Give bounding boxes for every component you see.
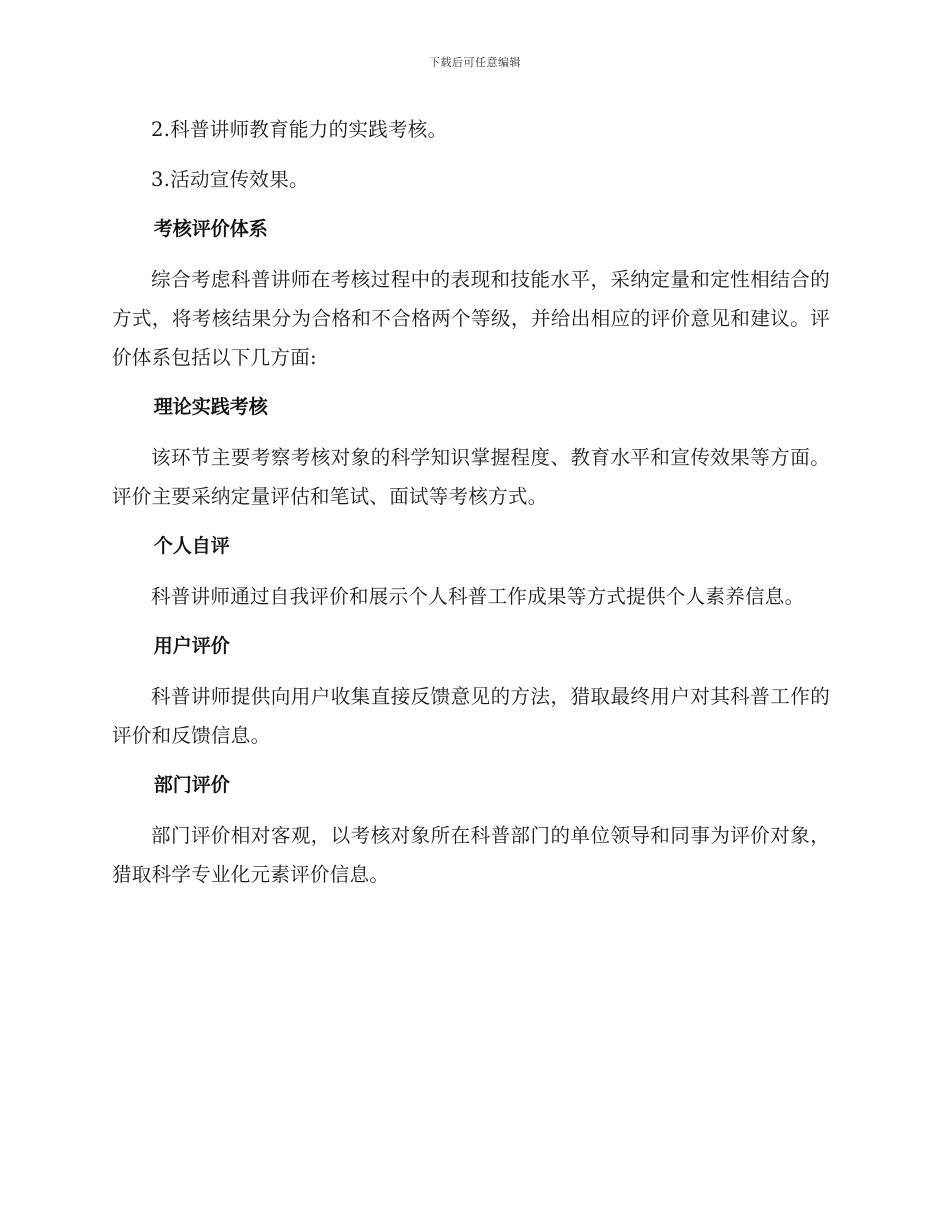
page-header-note: 下载后可任意编辑 [429,56,521,69]
document-body [112,110,830,905]
paragraph-evaluation-system: 综合考虑科普讲师在考核过程中的表现和技能水平，采纳定量和定性相结合的方式，将考核结果分为合格和不合格两个等级，并给出相应的评价意见和建议。评价体系包括以下几方面: [112,268,830,369]
heading-self-review: 个人自评 [153,535,230,557]
heading-evaluation-system: 考核评价体系 [153,218,268,240]
paragraph-self-review: 科普讲师通过自我评价和展示个人科普工作成果等方式提供个人素养信息。 [151,585,805,608]
heading-user-review: 用户评价 [153,635,230,657]
paragraph-user-review: 科普讲师提供向用户收集直接反馈意见的方法，猎取最终用户对其科普工作的评价和反馈信息。 [112,685,830,747]
list-item-3: 3.活动宣传效果。 [151,168,309,191]
heading-theory-practice: 理论实践考核 [153,396,268,418]
paragraph-theory-practice: 该环节主要考察考核对象的科学知识掌握程度、教育水平和宣传效果等方面。评价主要采纳定量评估和笔试、面试等考核方式。 [112,446,830,508]
heading-dept-review: 部门评价 [153,774,230,796]
paragraph-dept-review: 部门评价相对客观，以考核对象所在科普部门的单位领导和同事为评价对象，猎取科学专业化元素评价信息。 [112,824,830,886]
list-item-2: 2.科普讲师教育能力的实践考核。 [151,118,448,141]
